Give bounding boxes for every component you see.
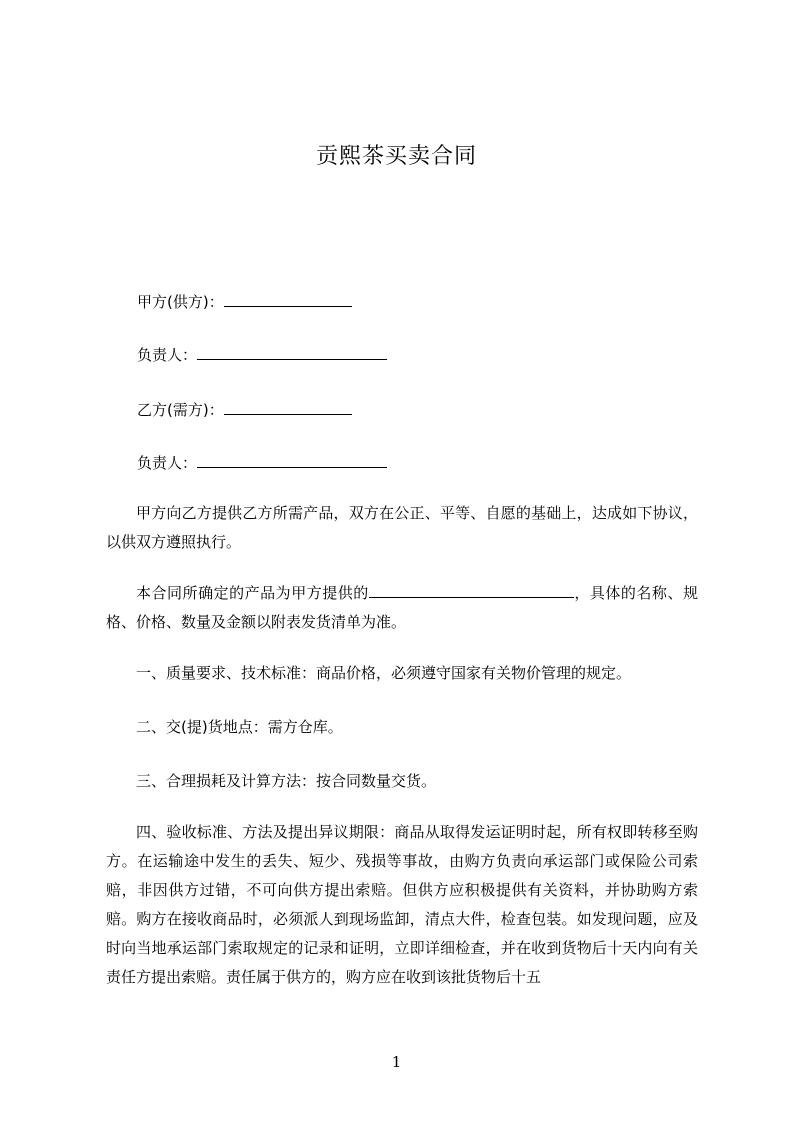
clause-two: 二、交(提)货地点：需方仓库。 [136,718,343,736]
party-a-contact-field [137,343,387,366]
contract-title: 贡熙茶买卖合同 [315,144,477,169]
party-a-label: 甲方(供方)： [137,293,224,311]
party-b-label: 乙方(需方)： [137,401,224,419]
party-b-blank[interactable] [224,398,352,415]
party-a-field [137,290,352,313]
party-b-contact-blank[interactable] [197,451,387,468]
party-a-contact-blank[interactable] [197,343,387,360]
party-b-contact-label: 负责人： [137,454,198,472]
clause-four: 四、验收标准、方法及提出异议期限：商品从取得发运证明时起，所有权即转移至购方。在运输途中发生的丢失、短少、残损等事故，由购方负责向承运部门或保险公司索赔，非因供方过错，不可向供方提出索赔。但供方应积极提供有关资料，并协助购方索赔。购方在接收商品时，必须派人到现场监卸，清点大件，检查包装。如发现问题，应及时向当地承运部门索取规定的记录和证明，立即详细检查，并在收到货物后十天内向有关责任方提出索赔。责任属于供方的，购方应在收到该批货物后十五 [106,823,698,986]
party-b-contact-field [137,451,387,474]
intro-paragraph: 甲方向乙方提供乙方所需产品，双方在公正、平等、自愿的基础上，达成如下协议，以供双方遵照执行。 [106,504,698,551]
page-number: 1 [391,1053,402,1071]
party-b-field [137,398,352,421]
clause-three: 三、合理损耗及计算方法：按合同数量交货。 [136,772,437,790]
party-a-contact-label: 负责人： [137,346,198,364]
product-clause-before: 本合同所确定的产品为甲方提供的 [136,584,369,602]
clause-one: 一、质量要求、技术标准：商品价格，必须遵守国家有关物价管理的规定。 [136,664,632,682]
product-blank[interactable] [369,581,574,598]
product-clause [106,579,698,637]
party-a-blank[interactable] [224,290,352,307]
product-clause-after: ，具体的名称、规格、价格、数量及金额以附表发货清单为准。 [106,584,698,631]
